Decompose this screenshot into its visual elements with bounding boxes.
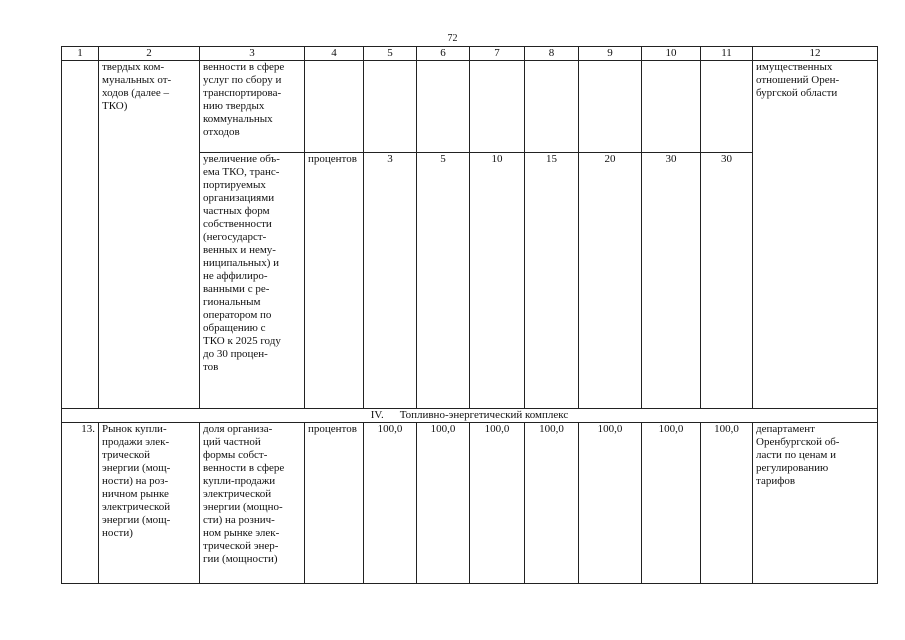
header-cell: 1 — [62, 47, 99, 61]
value-cell: 100,0 — [417, 423, 470, 584]
value-cell — [470, 61, 525, 153]
value-cell — [417, 61, 470, 153]
section-number: IV. — [370, 409, 384, 421]
header-row — [62, 47, 878, 61]
header-cell: 5 — [364, 47, 417, 61]
section-title: Топливно-энергетический комплекс — [399, 409, 569, 421]
responsible-cell: департамент Оренбургской об- ласти по ценам и регулированию тарифов — [753, 423, 878, 584]
value-cell — [579, 61, 642, 153]
table-row — [62, 423, 878, 584]
value-cell — [701, 61, 753, 153]
value-cell: 100,0 — [579, 423, 642, 584]
indicator-cell: увеличение объ- ема ТКО, транс- портируемых организациями частных форм собственности (негосударст- венных и нему- ниципальных) и не аффилиро- ванными с ре- гиональным оператором по обращению с ТКО к 2025 году до 30 процен- тов — [200, 153, 305, 409]
value-cell: 30 — [642, 153, 701, 409]
value-cell: 20 — [579, 153, 642, 409]
value-cell: 100,0 — [701, 423, 753, 584]
page-number: 72 — [447, 33, 458, 44]
header-cell: 8 — [525, 47, 579, 61]
value-cell: 5 — [417, 153, 470, 409]
header-cell: 9 — [579, 47, 642, 61]
indicator-cell: доля организа- ций частной формы собст- венности в сфере купли-продажи электрической энергии (мощно- сти) на рознич- ном рынке элек- трической энер- гии (мощности) — [200, 423, 305, 584]
value-cell: 3 — [364, 153, 417, 409]
market-name-cell: Рынок купли- продажи элек- трической энергии (мощ- ности) на роз- ничном рынке электрической энергии (мощ- ности) — [99, 423, 200, 584]
value-cell: 100,0 — [642, 423, 701, 584]
section-title-cell — [62, 409, 878, 423]
header-cell: 6 — [417, 47, 470, 61]
value-cell — [364, 61, 417, 153]
value-cell — [525, 61, 579, 153]
value-cell: 30 — [701, 153, 753, 409]
header-cell: 10 — [642, 47, 701, 61]
header-cell: 11 — [701, 47, 753, 61]
indicator-cell: венности в сфере услуг по сбору и транспортирова- нию твердых коммунальных отходов — [200, 61, 305, 153]
value-cell: 100,0 — [364, 423, 417, 584]
indicators-table — [61, 46, 878, 584]
row-number-cell: 13. — [62, 423, 99, 584]
table-row — [62, 61, 878, 153]
row-number-cell — [62, 61, 99, 409]
section-row — [62, 409, 878, 423]
header-cell: 3 — [200, 47, 305, 61]
value-cell: 100,0 — [470, 423, 525, 584]
header-cell: 2 — [99, 47, 200, 61]
header-cell: 4 — [305, 47, 364, 61]
responsible-cell: имущественных отношений Орен- бургской области — [753, 61, 878, 409]
header-cell: 12 — [753, 47, 878, 61]
value-cell — [642, 61, 701, 153]
unit-cell: процентов — [305, 423, 364, 584]
market-name-cell: твердых ком- мунальных от- ходов (далее – ТКО) — [99, 61, 200, 409]
value-cell: 100,0 — [525, 423, 579, 584]
header-cell: 7 — [470, 47, 525, 61]
unit-cell — [305, 61, 364, 153]
unit-cell: процентов — [305, 153, 364, 409]
value-cell: 15 — [525, 153, 579, 409]
value-cell: 10 — [470, 153, 525, 409]
